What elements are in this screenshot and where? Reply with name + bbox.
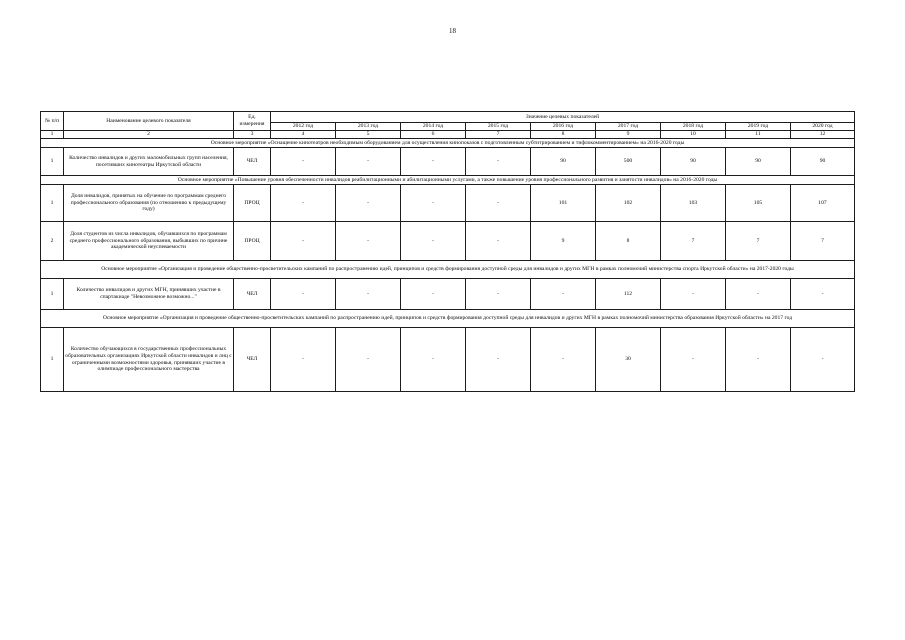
row-value: - xyxy=(661,279,726,310)
section-title: Основное мероприятие «Организация и проведение общественно-просветительских кампаний по распространению идей, принципов и средств формирования доступной среды для инвалидов и других МГН в рамках полномочий министерства спорта Иркутской области» на 2017-2020 годы xyxy=(41,261,855,279)
section-title: Основное мероприятие «Организация и проведение общественно-просветительских кампаний по распространению идей, принципов и средств формирования доступной среды для инвалидов и других МГН в рамках полномочий министерства образования Иркутской области» на 2017 год xyxy=(41,310,855,328)
header-year: 2020 год xyxy=(791,123,855,131)
row-value: 107 xyxy=(791,185,855,222)
section-title: Основное мероприятие «Оснащение кинотеатров необходимым оборудованием для осуществления кинопоказов с подготовленным субтитрированием и тифлокомментированием» на 2016-2020 годы xyxy=(41,139,855,148)
header-name: Наименование целевого показателя xyxy=(64,112,234,131)
column-number: 11 xyxy=(726,131,791,139)
row-value: 112 xyxy=(596,279,661,310)
row-value: - xyxy=(401,148,466,176)
row-value: - xyxy=(661,328,726,392)
row-value: 7 xyxy=(661,222,726,261)
row-value: - xyxy=(271,222,336,261)
row-value: 7 xyxy=(726,222,791,261)
row-value: 9 xyxy=(531,222,596,261)
row-unit: ЧЕЛ xyxy=(234,279,271,310)
row-value: 102 xyxy=(596,185,661,222)
column-number: 6 xyxy=(401,131,466,139)
row-value: - xyxy=(466,185,531,222)
header-year: 2019 год xyxy=(726,123,791,131)
row-value: - xyxy=(336,328,401,392)
section-title: Основное мероприятие «Повышение уровня обеспеченности инвалидов реабилитационными и абилитационными услугами, а также повышение уровня профессионального развития и занятости инвалидов» на 2016-2020 годы xyxy=(41,176,855,185)
table-row xyxy=(41,185,855,222)
header-year: 2013 год xyxy=(336,123,401,131)
section-header-row xyxy=(41,310,855,328)
column-number: 3 xyxy=(234,131,271,139)
row-value: - xyxy=(466,328,531,392)
header-year: 2017 год xyxy=(596,123,661,131)
column-number: 2 xyxy=(64,131,234,139)
row-value: - xyxy=(531,328,596,392)
row-num: 1 xyxy=(41,279,64,310)
row-value: 105 xyxy=(726,185,791,222)
row-value: - xyxy=(466,279,531,310)
column-number: 12 xyxy=(791,131,855,139)
row-value: - xyxy=(726,279,791,310)
row-value: - xyxy=(271,185,336,222)
row-value: 101 xyxy=(531,185,596,222)
header-values-group: Значение целевых показателей xyxy=(271,112,855,123)
row-value: 90 xyxy=(726,148,791,176)
header-row xyxy=(41,112,855,123)
row-value: - xyxy=(336,222,401,261)
row-value: - xyxy=(791,279,855,310)
column-number: 4 xyxy=(271,131,336,139)
row-value: - xyxy=(531,279,596,310)
row-value: - xyxy=(401,328,466,392)
page-number: 18 xyxy=(449,27,456,35)
row-name: Количество обучающихся в государственных профессиональных образовательных организациях Иркутской области инвалидов и лиц с ограниченными возможностями здоровья, принявших участие в олимпиаде профессионального мастерства xyxy=(64,328,234,392)
row-value: - xyxy=(336,185,401,222)
column-number: 10 xyxy=(661,131,726,139)
row-value: 90 xyxy=(661,148,726,176)
column-number: 1 xyxy=(41,131,64,139)
header-num: № п/п xyxy=(41,112,64,131)
row-num: 1 xyxy=(41,328,64,392)
row-num: 1 xyxy=(41,148,64,176)
row-value: 90 xyxy=(791,148,855,176)
column-number: 8 xyxy=(531,131,596,139)
column-numbers-row xyxy=(41,131,855,139)
column-number: 5 xyxy=(336,131,401,139)
row-value: 8 xyxy=(596,222,661,261)
table-row xyxy=(41,279,855,310)
row-value: - xyxy=(401,222,466,261)
row-value: - xyxy=(401,185,466,222)
row-unit: ПРОЦ xyxy=(234,185,271,222)
row-value: - xyxy=(791,328,855,392)
row-unit: ЧЕЛ xyxy=(234,148,271,176)
row-name: Количество инвалидов и других МГН, принявших участие в спартакиаде "Невозможное возможно..." xyxy=(64,279,234,310)
table-row xyxy=(41,148,855,176)
row-num: 2 xyxy=(41,222,64,261)
row-unit: ЧЕЛ xyxy=(234,328,271,392)
column-number: 9 xyxy=(596,131,661,139)
row-value: - xyxy=(271,148,336,176)
row-value: - xyxy=(401,279,466,310)
row-value: - xyxy=(466,148,531,176)
table-row xyxy=(41,222,855,261)
row-value: - xyxy=(336,148,401,176)
header-year: 2012 год xyxy=(271,123,336,131)
row-name: Количество инвалидов и других маломобильных групп населения, посетивших кинотеатры Иркутской области xyxy=(64,148,234,176)
row-value: - xyxy=(271,328,336,392)
header-year: 2015 год xyxy=(466,123,531,131)
row-value: - xyxy=(336,279,401,310)
row-name: Доля инвалидов, принятых на обучение по программам среднего профессионального образования (по отношению к предыдущему году) xyxy=(64,185,234,222)
row-value: - xyxy=(271,279,336,310)
header-unit: Ед. измерения xyxy=(234,112,271,131)
target-indicators-table xyxy=(40,111,855,392)
row-value: - xyxy=(726,328,791,392)
row-value: 7 xyxy=(791,222,855,261)
table-row xyxy=(41,328,855,392)
row-unit: ПРОЦ xyxy=(234,222,271,261)
row-value: 500 xyxy=(596,148,661,176)
section-header-row xyxy=(41,261,855,279)
section-header-row xyxy=(41,139,855,148)
row-value: - xyxy=(466,222,531,261)
header-year: 2018 год xyxy=(661,123,726,131)
row-value: 30 xyxy=(596,328,661,392)
column-number: 7 xyxy=(466,131,531,139)
header-year: 2014 год xyxy=(401,123,466,131)
row-name: Доля студентов из числа инвалидов, обучавшихся по программам среднего профессионального образования, выбывших по причине академической неуспеваемости xyxy=(64,222,234,261)
section-header-row xyxy=(41,176,855,185)
header-year: 2016 год xyxy=(531,123,596,131)
row-value: 90 xyxy=(531,148,596,176)
row-num: 1 xyxy=(41,185,64,222)
row-value: 103 xyxy=(661,185,726,222)
